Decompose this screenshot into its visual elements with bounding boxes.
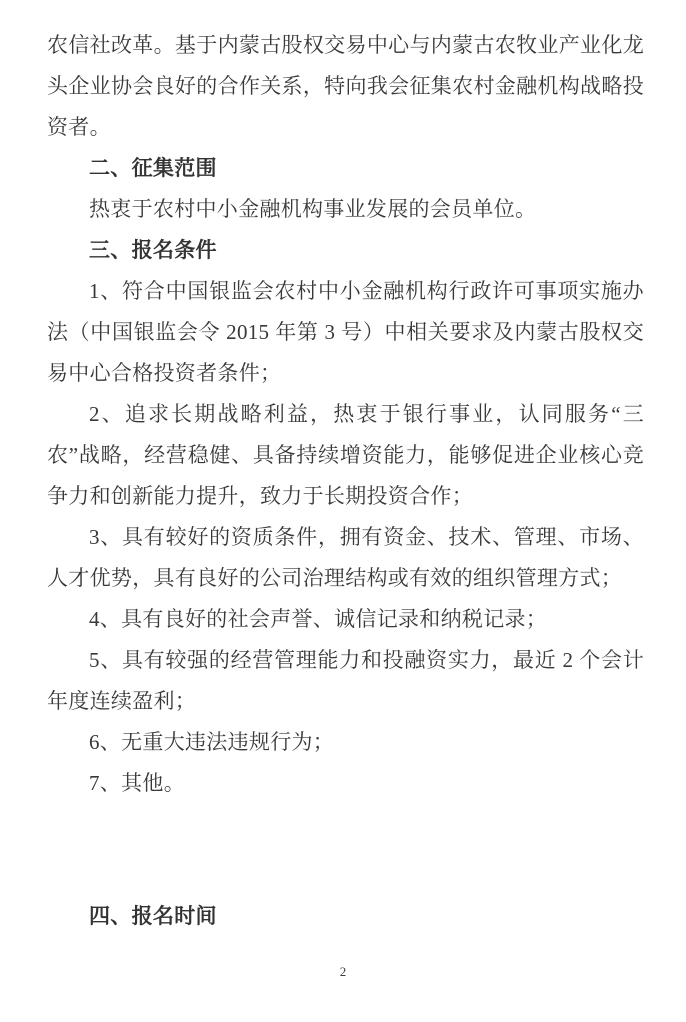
condition-item-7: 7、其他。 xyxy=(89,771,185,795)
condition-item-1: 1、符合中国银监会农村中小金融机构行政许可事项实施办法（中国银监会令 2015 年第 3 号）中相关要求及内蒙古股权交易中心合格投资者条件； xyxy=(47,279,644,385)
paragraph-continuation: 农信社改革。基于内蒙古股权交易中心与内蒙古农牧业产业化龙头企业协会良好的合作关系，特向我会征集农村金融机构战略投资者。 xyxy=(47,33,644,139)
condition-item-6: 6、无重大违法违规行为； xyxy=(89,730,335,754)
condition-item-3: 3、具有较好的资质条件，拥有资金、技术、管理、市场、人才优势，具有良好的公司治理结构或有效的组织管理方式； xyxy=(47,525,644,590)
condition-item-5: 5、具有较强的经营管理能力和投融资实力，最近 2 个会计年度连续盈利； xyxy=(47,648,644,713)
section-heading-conditions: 三、报名条件 xyxy=(89,238,217,262)
vertical-gap xyxy=(47,804,644,896)
section-heading-scope: 二、征集范围 xyxy=(89,156,217,180)
page-number: 2 xyxy=(339,964,347,979)
paragraph-scope-body: 热衷于农村中小金融机构事业发展的会员单位。 xyxy=(89,197,537,221)
section-heading-signup-time: 四、报名时间 xyxy=(89,904,217,928)
condition-item-2: 2、追求长期战略利益，热衷于银行事业，认同服务“三农”战略，经营稳健、具备持续增资能力，能够促进企业核心竞争力和创新能力提升，致力于长期投资合作； xyxy=(47,402,644,508)
condition-item-4: 4、具有良好的社会声誉、诚信记录和纳税记录； xyxy=(89,607,548,631)
